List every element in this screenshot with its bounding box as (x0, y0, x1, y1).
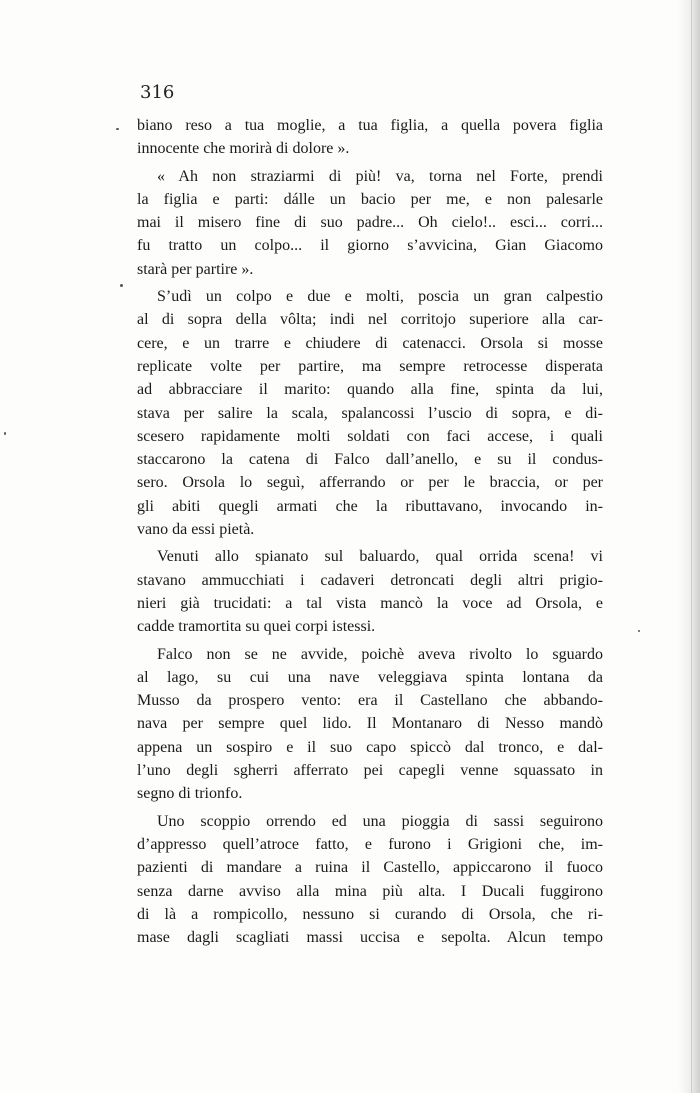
paper-speck (4, 432, 6, 435)
text-line: Venuti allo spianato sul baluardo, qual orrida scena! vi (157, 548, 603, 566)
text-line: mai il misero fine di suo padre... Oh cielo!.. esci... corri... (137, 214, 603, 232)
text-line: segno di trionfo. (137, 785, 243, 803)
text-line: innocente che morirà di dolore ». (137, 140, 350, 158)
paragraph (137, 114, 603, 161)
text-line: nieri già trucidati: a tal vista mancò la voce ad Orsola, e (137, 594, 603, 612)
paragraph (137, 285, 603, 541)
paragraph (137, 643, 603, 806)
text-line: al di sopra della vôlta; indi nel corritojo superiore alla car- (137, 311, 603, 329)
text-line: gli abiti quegli armati che la ributtavano, invocando in- (137, 497, 603, 515)
text-line: stavano ammucchiati i cadaveri detroncati degli altri prigio- (137, 571, 603, 589)
text-line: cadde tramortita su quei corpi istessi. (137, 618, 376, 636)
text-line: vano da essi pietà. (137, 521, 255, 539)
text-line: sero. Orsola lo seguì, afferrando or per le braccia, or per (137, 474, 603, 492)
page-edge-shadow (678, 0, 700, 1093)
text-line: Uno scoppio orrendo ed una pioggia di sassi seguirono (157, 812, 603, 830)
text-line: mase dagli scagliati massi uccisa e sepolta. Alcun tempo (137, 929, 603, 947)
text-line: stava per salire la scala, spalancossi l’uscio di sopra, e di- (137, 404, 603, 422)
text-line: Falco non se ne avvide, poichè aveva rivolto lo sguardo (157, 645, 603, 663)
text-line: scesero rapidamente molti soldati con faci accese, i quali (137, 427, 603, 445)
text-line: ad abbracciare il marito: quando alla fine, spinta da lui, (137, 381, 603, 399)
page-edge-line (691, 0, 692, 1093)
text-line: « Ah non straziarmi di più! va, torna nel Forte, prendi (157, 167, 603, 185)
text-line: Musso da prospero vento: era il Castellano che abbando- (137, 692, 603, 710)
text-line: starà per partire ». (137, 260, 254, 278)
text-line: di là a rompicollo, nessuno si curando di Orsola, che ri- (137, 905, 603, 923)
paper-speck (638, 630, 640, 632)
paragraph (137, 165, 603, 281)
text-line: nava per sempre quel lido. Il Montanaro di Nesso mandò (137, 715, 603, 733)
paragraph (137, 810, 603, 950)
text-line: appena un sospiro e il suo capo spiccò dal tronco, e dal- (137, 738, 603, 756)
text-line: staccarono la catena di Falco dall’anello, e su il condus- (137, 451, 603, 469)
text-line: biano reso a tua moglie, a tua figlia, a quella povera figlia (137, 117, 603, 134)
text-line: S’udì un colpo e due e molti, poscia un gran calpestio (157, 288, 603, 306)
text-line: pazienti di mandare a ruina il Castello, appiccarono il fuoco (137, 859, 603, 877)
text-line: l’uno degli sgherri afferrato pei capegli venne squassato in (137, 762, 603, 780)
text-line: senza darne avviso alla mina più alta. I Ducali fuggirono (137, 882, 603, 900)
paper-speck (116, 128, 119, 130)
body-text (137, 114, 603, 949)
paper-speck (120, 284, 123, 287)
text-line: cere, e un trarre e chiudere di catenacci. Orsola si mosse (137, 334, 603, 352)
text-line: replicate volte per partire, ma sempre retrocesse disperata (137, 357, 603, 375)
text-line: d’appresso quell’atroce fatto, e furono i Grigioni che, im- (137, 835, 603, 853)
text-line: la figlia e parti: dálle un bacio per me, e non palesarle (137, 190, 603, 208)
text-line: al lago, su cui una nave veleggiava spinta lontana da (137, 668, 603, 686)
text-line: fu tratto un colpo... il giorno s’avvicina, Gian Giacomo (137, 237, 603, 255)
paragraph (137, 545, 603, 638)
page-number: 316 (140, 82, 175, 103)
